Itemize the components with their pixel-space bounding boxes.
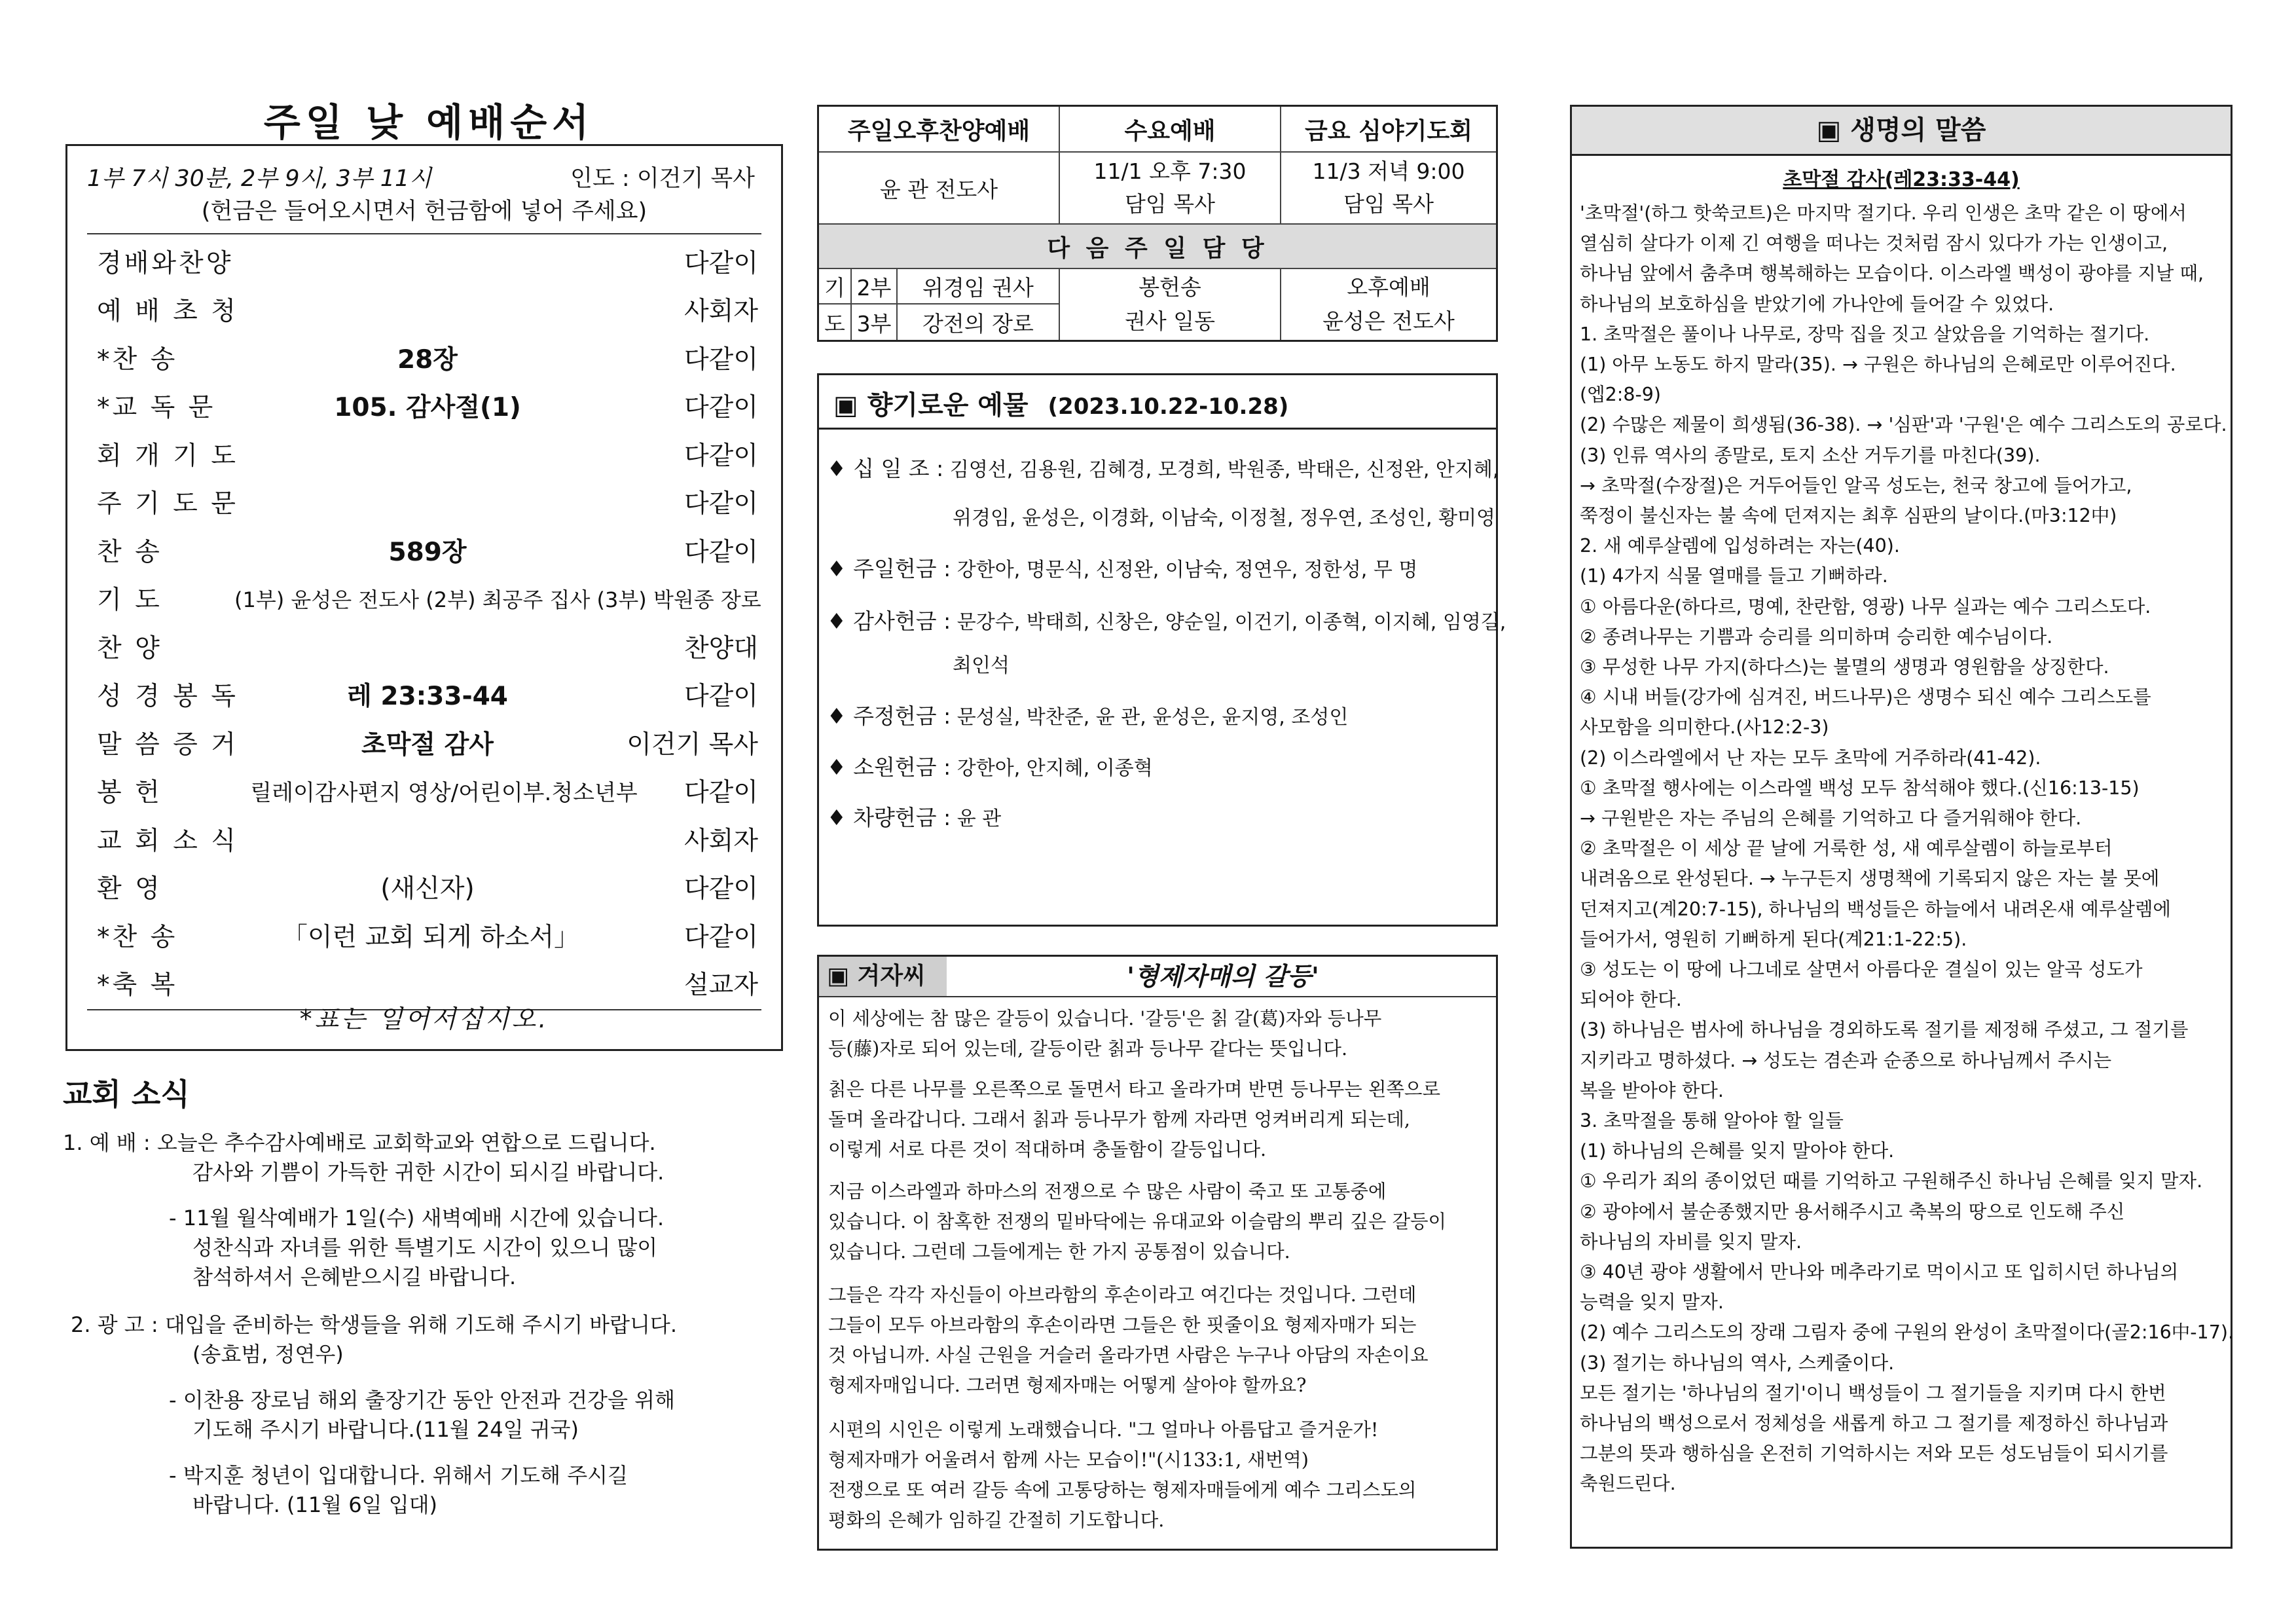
order-right: 찬양대 (683, 634, 758, 663)
worship-order-box (65, 144, 783, 1051)
order-row (97, 868, 758, 908)
news-title: 교회 소식 (63, 1077, 190, 1112)
sched-friday-leader: 담임 목사 (1343, 191, 1434, 217)
offering-row (827, 452, 1499, 483)
word-line: (3) 인류 역사의 종말로, 토지 소산 거두기를 마친다(39). (1580, 444, 2041, 466)
order-center: 589장 (388, 538, 467, 567)
order-right: 다같이 (683, 345, 758, 375)
box-icon: ▣ (833, 390, 858, 420)
offering-title-row (833, 384, 1288, 422)
offering-key: ♦ 주일헌금 : (827, 556, 951, 581)
news-line: 참석하셔서 은혜받으시길 바랍니다. (192, 1264, 517, 1289)
word-line: → 초막절(수장절)은 거두어들인 알곡 성도는, 천국 창고에 들어가고, (1580, 474, 2132, 496)
offering-song-name: 권사 일동 (1124, 308, 1215, 334)
word-line: 사모함을 의미한다.(사12:2-3) (1580, 716, 1829, 739)
word-line: 복을 받아야 한다. (1580, 1079, 1724, 1101)
offering-row (953, 502, 1495, 530)
word-line: 능력을 잊지 말자. (1580, 1291, 1724, 1314)
sched-wednesday-leader: 담임 목사 (1124, 191, 1215, 217)
offering-names: 최인석 (953, 654, 1010, 677)
word-line: 모든 절기는 '하나님의 절기'이니 백성들이 그 절기들을 지키며 다시 한번 (1580, 1382, 2166, 1404)
order-right: 다같이 (683, 682, 758, 711)
news-line: 감사와 기쁨이 가득한 귀한 시간이 되시길 바랍니다. (192, 1160, 665, 1185)
offering-row (953, 649, 1010, 678)
order-label: 성 경 봉 독 (97, 682, 238, 711)
offering-names: 윤 관 (957, 807, 1002, 830)
word-line: 2. 새 예루살렘에 입성하려는 자는(40). (1580, 535, 1900, 557)
word-subtitle: 초막절 감사(레23:33-44) (1783, 168, 2020, 191)
offering-period: (2023.10.22-10.28) (1048, 394, 1289, 420)
seed-line: 전쟁으로 또 여러 갈등 속에 고통당하는 형제자매들에게 예수 그리스도의 (828, 1479, 1417, 1501)
news-line: - 11월 월삭예배가 1일(수) 새벽예배 시간에 있습니다. (169, 1206, 665, 1230)
word-line: (3) 절기는 하나님의 역사, 스케줄이다. (1580, 1352, 1895, 1374)
news-line: 성찬식과 자녀를 위한 특별기도 시간이 있으니 많이 (192, 1235, 658, 1260)
order-right: 사회자 (683, 297, 758, 326)
order-row (97, 532, 758, 571)
offering-title: 향기로운 예물 (867, 390, 1029, 420)
order-right: 다같이 (683, 874, 758, 904)
seed-line: 있습니다. 그런데 그들에게는 한 가지 공통점이 있습니다. (828, 1241, 1290, 1263)
order-right: 사회자 (683, 826, 758, 856)
prayer-part3: 3부 (852, 304, 898, 340)
order-row (97, 387, 758, 426)
word-line: 3. 초막절을 통해 알아야 할 일들 (1580, 1110, 1844, 1132)
sched-friday-time: 11/3 저녁 9:00 (1312, 158, 1465, 184)
word-line: (2) 이스라엘에서 난 자는 모두 초막에 거주하라(41-42). (1580, 747, 2041, 769)
order-center: 28장 (397, 345, 458, 375)
service-times: 1부 7시 30분, 2부 9시, 3부 11시 (87, 166, 432, 192)
word-line: 되어야 한다. (1580, 989, 1682, 1011)
order-title: 주일 낮 예배순서 (263, 100, 594, 145)
order-right: 다같이 (683, 393, 758, 422)
prayer-label-gi: 기 (819, 269, 852, 304)
offering-key: ♦ 소원헌금 : (827, 754, 951, 780)
word-line: (3) 하나님은 범사에 하나님을 경외하도록 절기를 제정해 주셨고, 그 절기를 (1580, 1019, 2189, 1041)
word-line: → 구원받은 자는 주님의 은혜를 기억하고 다 즐거워해야 한다. (1580, 807, 2082, 829)
word-line: 던져지고(계20:7-15), 하나님의 백성들은 하늘에서 내려온새 예루살렘에 (1580, 898, 2171, 920)
word-line: ③ 무성한 나무 가지(하다스)는 불멸의 생명과 영원함을 상징한다. (1580, 656, 2109, 678)
offering-box (817, 373, 1506, 927)
word-line: 지키라고 명하셨다. → 성도는 겸손과 순종으로 하나님께서 주시는 (1580, 1049, 2112, 1071)
order-row (97, 917, 758, 956)
word-line: 내려옴으로 완성된다. → 누구든지 생명책에 기록되지 않은 자는 불 못에 (1580, 868, 2160, 890)
order-row (97, 772, 758, 811)
prayer-part3-name: 강전의 장로 (898, 304, 1060, 340)
mustard-seed-tag: ▣ 겨자씨 (819, 957, 947, 996)
offering-song-head: 봉헌송 (1139, 274, 1201, 300)
afternoon-service-name: 윤성은 전도사 (1322, 308, 1455, 334)
order-label: 봉 헌 (97, 778, 162, 807)
word-line: (2) 수많은 제물이 희생됨(36-38). → '심판'과 '구원'은 예수 그리스도의 공로다. (1580, 414, 2227, 436)
seed-line: 칡은 다른 나무를 오른쪽으로 돌면서 타고 올라가며 반면 등나무는 왼쪽으로 (828, 1079, 1440, 1100)
sched-header-sunday-pm: 주일오후찬양예배 (819, 107, 1060, 153)
word-line: (1) 4가지 식물 열매를 들고 기뻐하라. (1580, 565, 1888, 587)
afternoon-service-cell (1281, 269, 1496, 340)
offering-key: ♦ 주정헌금 : (827, 703, 951, 729)
sched-friday-cell (1281, 153, 1496, 225)
offering-names: 김영선, 김용원, 김혜경, 모경희, 박원종, 박태은, 신정완, 안지혜, (949, 458, 1499, 481)
offering-row (827, 604, 1506, 635)
seed-line: 이 세상에는 참 많은 갈등이 있습니다. '갈등'은 칡 갈(葛)자와 등나무 (828, 1008, 1382, 1029)
news-line: - 이찬용 장로님 해외 출장기간 동안 안전과 건강을 위해 (169, 1388, 675, 1412)
offering-row (827, 552, 1417, 583)
news-line: 1. 예 배 : 오늘은 추수감사예배로 교회학교와 연합으로 드립니다. (63, 1130, 656, 1155)
offering-key: ♦ 십 일 조 : (827, 456, 944, 481)
order-label: *찬 송 (97, 923, 178, 952)
news-line: 기도해 주시기 바랍니다.(11월 24일 귀국) (192, 1417, 579, 1442)
service-leader: 인도 : 이건기 목사 (570, 166, 755, 192)
news-line: 바랍니다. (11월 6일 입대) (192, 1492, 438, 1517)
order-right: 다같이 (683, 249, 758, 278)
word-line: (1) 아무 노동도 하지 말라(35). → 구원은 하나님의 은혜로만 이루어진다. (1580, 354, 2176, 375)
offering-names: 문성실, 박찬준, 윤 관, 윤성은, 윤지영, 조성인 (957, 706, 1349, 729)
word-line: 열심히 살다가 이제 긴 여행을 떠나는 것처럼 잠시 있다가 가는 인생이고, (1580, 232, 2168, 255)
word-title: ▣ 생명의 말씀 (1572, 107, 2231, 156)
offering-header (819, 375, 1496, 430)
word-line: 하나님의 보호하심을 받았기에 가나안에 들어갈 수 있었다. (1580, 293, 2054, 315)
news-line: 2. 광 고 : 대입을 준비하는 학생들을 위해 기도해 주시기 바랍니다. (71, 1312, 678, 1337)
word-line: ③ 40년 광야 생활에서 만나와 메추라기로 먹이시고 또 입히시던 하나님의 (1580, 1261, 2179, 1283)
mustard-seed-title: '형제자매의 갈등' (1127, 962, 1319, 991)
news-line: (송효범, 정연우) (192, 1342, 344, 1367)
offering-row (827, 750, 1153, 781)
mustard-seed-header (819, 957, 1496, 997)
word-line: ② 초막절은 이 세상 끝 날에 거룩한 성, 새 예루살렘이 하늘로부터 (1580, 838, 2113, 860)
order-label: 찬 송 (97, 538, 162, 567)
schedule-table (817, 105, 1498, 342)
word-line: ④ 시내 버들(강가에 심겨진, 버드나무)은 생명수 되신 예수 그리스도를 (1580, 686, 2151, 709)
order-label: 기 도 (97, 585, 162, 615)
mustard-seed-box (817, 955, 1498, 1551)
seed-line: 그들은 각각 자신들이 아브라함의 후손이라고 여긴다는 것입니다. 그런데 (828, 1284, 1417, 1306)
order-row (97, 965, 758, 1004)
next-sunday-header: 다 음 주 일 담 당 (819, 225, 1496, 269)
offering-names: 문강수, 박태희, 신창은, 양순일, 이건기, 이종혁, 이지혜, 임영길, (957, 611, 1506, 634)
order-right: 다같이 (683, 441, 758, 471)
word-line: ③ 성도는 이 땅에 나그네로 살면서 아름다운 결실이 있는 알곡 성도가 (1580, 959, 2143, 980)
sched-header-friday: 금요 심야기도회 (1281, 107, 1496, 153)
word-line: (1) 하나님의 은혜를 잊지 말아야 한다. (1580, 1140, 1895, 1162)
order-label: 경배와찬양 (97, 249, 234, 278)
sched-wednesday-cell (1060, 153, 1281, 225)
word-line: ① 초막절 행사에는 이스라엘 백성 모두 참석해야 했다.(신16:13-15) (1580, 777, 2140, 799)
word-line: ① 우리가 죄의 종이었던 때를 기억하고 구원해주신 하나님 은혜를 잊지 말자. (1580, 1170, 2203, 1192)
offering-names: 강한아, 안지혜, 이종혁 (957, 757, 1153, 780)
order-row (97, 435, 758, 475)
word-line: 축원드린다. (1580, 1473, 1676, 1495)
seed-line: 형제자매가 어울려서 함께 사는 모습이!"(시133:1, 새번역) (828, 1449, 1309, 1471)
offering-names: 위경임, 윤성은, 이경화, 이남숙, 이정철, 정우연, 조성인, 황미영 (953, 507, 1496, 530)
order-label: *축 복 (97, 970, 178, 1000)
word-line: (2) 예수 그리스도의 장래 그림자 중에 구원의 완성이 초막절이다(골2:16中-17). (1580, 1321, 2234, 1344)
order-row (97, 821, 758, 860)
order-right: 설교자 (683, 970, 758, 1000)
word-line: ② 광야에서 불순종했지만 용서해주시고 축복의 땅으로 인도해 주신 (1580, 1200, 2125, 1223)
order-label: 환 영 (97, 874, 162, 904)
seed-line: 것 아닙니까. 사실 근원을 거슬러 올라가면 사람은 누구나 아담의 자손이요 (828, 1344, 1429, 1366)
order-label: 회 개 기 도 (97, 441, 238, 471)
order-label: 주 기 도 문 (97, 489, 238, 519)
sermon-title: 초막절 감사 (361, 730, 494, 760)
seed-line: 등(藤)자로 되어 있는데, 갈등이란 칡과 등나무 같다는 뜻입니다. (828, 1038, 1348, 1060)
offering-row (827, 801, 1001, 832)
offering-key: ♦ 감사헌금 : (827, 608, 951, 634)
order-center: 레 23:33-44 (347, 682, 508, 711)
order-right: 다같이 (683, 489, 758, 519)
order-divider (87, 233, 761, 234)
prayer-part2-name: 위경임 권사 (898, 269, 1060, 304)
word-line: 쭉정이 불신자는 불 속에 던져지는 최후 심판의 날이다.(마3:12中) (1580, 505, 2117, 526)
seed-line: 지금 이스라엘과 하마스의 전쟁으로 수 많은 사람이 죽고 또 고통중에 (828, 1181, 1387, 1202)
seed-line: 평화의 은혜가 임하길 간절히 기도합니다. (828, 1509, 1165, 1531)
prayer-part2: 2부 (852, 269, 898, 304)
order-row (97, 339, 758, 378)
offering-names: 강한아, 명문식, 신정완, 이남숙, 정연우, 정한성, 무 명 (957, 559, 1418, 581)
word-line: 하나님 앞에서 춤추며 행복해하는 모습이다. 이스라엘 백성이 광야를 지날 때, (1580, 263, 2204, 285)
word-line: (엡2:8-9) (1580, 384, 1662, 406)
order-center: 「이런 교회 되게 하소서」 (282, 923, 580, 952)
seed-line: 시편의 시인은 이렇게 노래했습니다. "그 얼마나 아름답고 즐거운가! (828, 1419, 1379, 1441)
order-row (97, 580, 761, 619)
order-right: 다같이 (683, 538, 758, 567)
word-line: 1. 초막절은 풀이나 나무로, 장막 집을 짓고 살았음을 기억하는 절기다. (1580, 323, 2150, 345)
order-center: 릴레이감사편지 영상/어린이부.청소년부 (250, 780, 638, 806)
word-line: 들어가서, 영원히 기뻐하게 된다(계21:1-22:5). (1580, 928, 1967, 950)
order-right: 이건기 목사 (627, 730, 758, 760)
sched-wednesday-time: 11/1 오후 7:30 (1093, 158, 1247, 184)
seed-line: 돌며 올라갑니다. 그래서 칡과 등나무가 함께 자라면 엉켜버리게 되는데, (828, 1109, 1410, 1130)
seed-line: 형제자매입니다. 그러면 형제자매는 어떻게 살아야 할까요? (828, 1375, 1307, 1396)
sched-header-wednesday: 수요예배 (1060, 107, 1281, 153)
order-row (97, 676, 758, 715)
word-of-life-box (1570, 105, 2232, 1549)
offering-note: (헌금은 들어오시면서 헌금함에 넣어 주세요) (201, 198, 647, 225)
order-right: 다같이 (683, 778, 758, 807)
word-line: ① 아름다운(하다르, 명예, 찬란함, 영광) 나무 실과는 예수 그리스도다. (1580, 595, 2151, 618)
order-center: 105. 감사절(1) (334, 393, 521, 422)
order-label: *찬 송 (97, 345, 178, 375)
seed-line: 이렇게 서로 다른 것이 적대하며 충돌함이 갈등입니다. (828, 1139, 1267, 1160)
order-center: (새신자) (380, 874, 475, 904)
order-row (97, 243, 758, 282)
order-label: 교 회 소 식 (97, 826, 238, 856)
word-line: '초막절'(하그 핫쑥코트)은 마지막 절기다. 우리 인생은 초막 같은 이 땅에서 (1580, 202, 2187, 224)
word-line: 그분의 뜻과 행하심을 온전히 기억하시는 저와 모든 성도님들이 되시기를 (1580, 1443, 2168, 1465)
order-row (97, 483, 758, 523)
news-line: - 박지훈 청년이 입대합니다. 위해서 기도해 주시길 (169, 1463, 628, 1488)
seed-line: 있습니다. 이 참혹한 전쟁의 밑바닥에는 유대교와 이슬람의 뿌리 깊은 갈등이 (828, 1211, 1447, 1232)
order-row (97, 291, 758, 330)
seed-line: 그들이 모두 아브라함의 후손이라면 그들은 한 핏줄이요 형제자매가 되는 (828, 1314, 1417, 1336)
word-line: 하나님의 자비를 잊지 말자. (1580, 1230, 1802, 1253)
stand-note: *표는 일어서십시오. (299, 1005, 549, 1033)
offering-song-cell (1060, 269, 1281, 340)
order-row (97, 724, 758, 764)
word-line: 하나님의 백성으로서 정체성을 새롭게 하고 그 절기를 제정하신 하나님과 (1580, 1412, 2168, 1434)
sched-sunday-pm-leader: 윤 관 전도사 (819, 153, 1060, 225)
afternoon-service-head: 오후예배 (1347, 274, 1430, 300)
prayer-label-do: 도 (819, 304, 852, 340)
prayer-assignments: (1부) 윤성은 전도사 (2부) 최공주 집사 (3부) 박원종 장로 (234, 587, 761, 612)
order-label: 말 씀 증 거 (97, 730, 238, 760)
service-times-row (87, 160, 761, 193)
order-label: *교 독 문 (97, 393, 216, 422)
order-right: 다같이 (683, 923, 758, 952)
order-label: 찬 양 (97, 634, 162, 663)
offering-key: ♦ 차량헌금 : (827, 805, 951, 830)
word-line: ② 종려나무는 기쁨과 승리를 의미하며 승리한 예수님이다. (1580, 625, 2053, 648)
order-row (97, 628, 758, 667)
order-label: 예 배 초 청 (97, 297, 238, 326)
offering-row (827, 699, 1348, 730)
